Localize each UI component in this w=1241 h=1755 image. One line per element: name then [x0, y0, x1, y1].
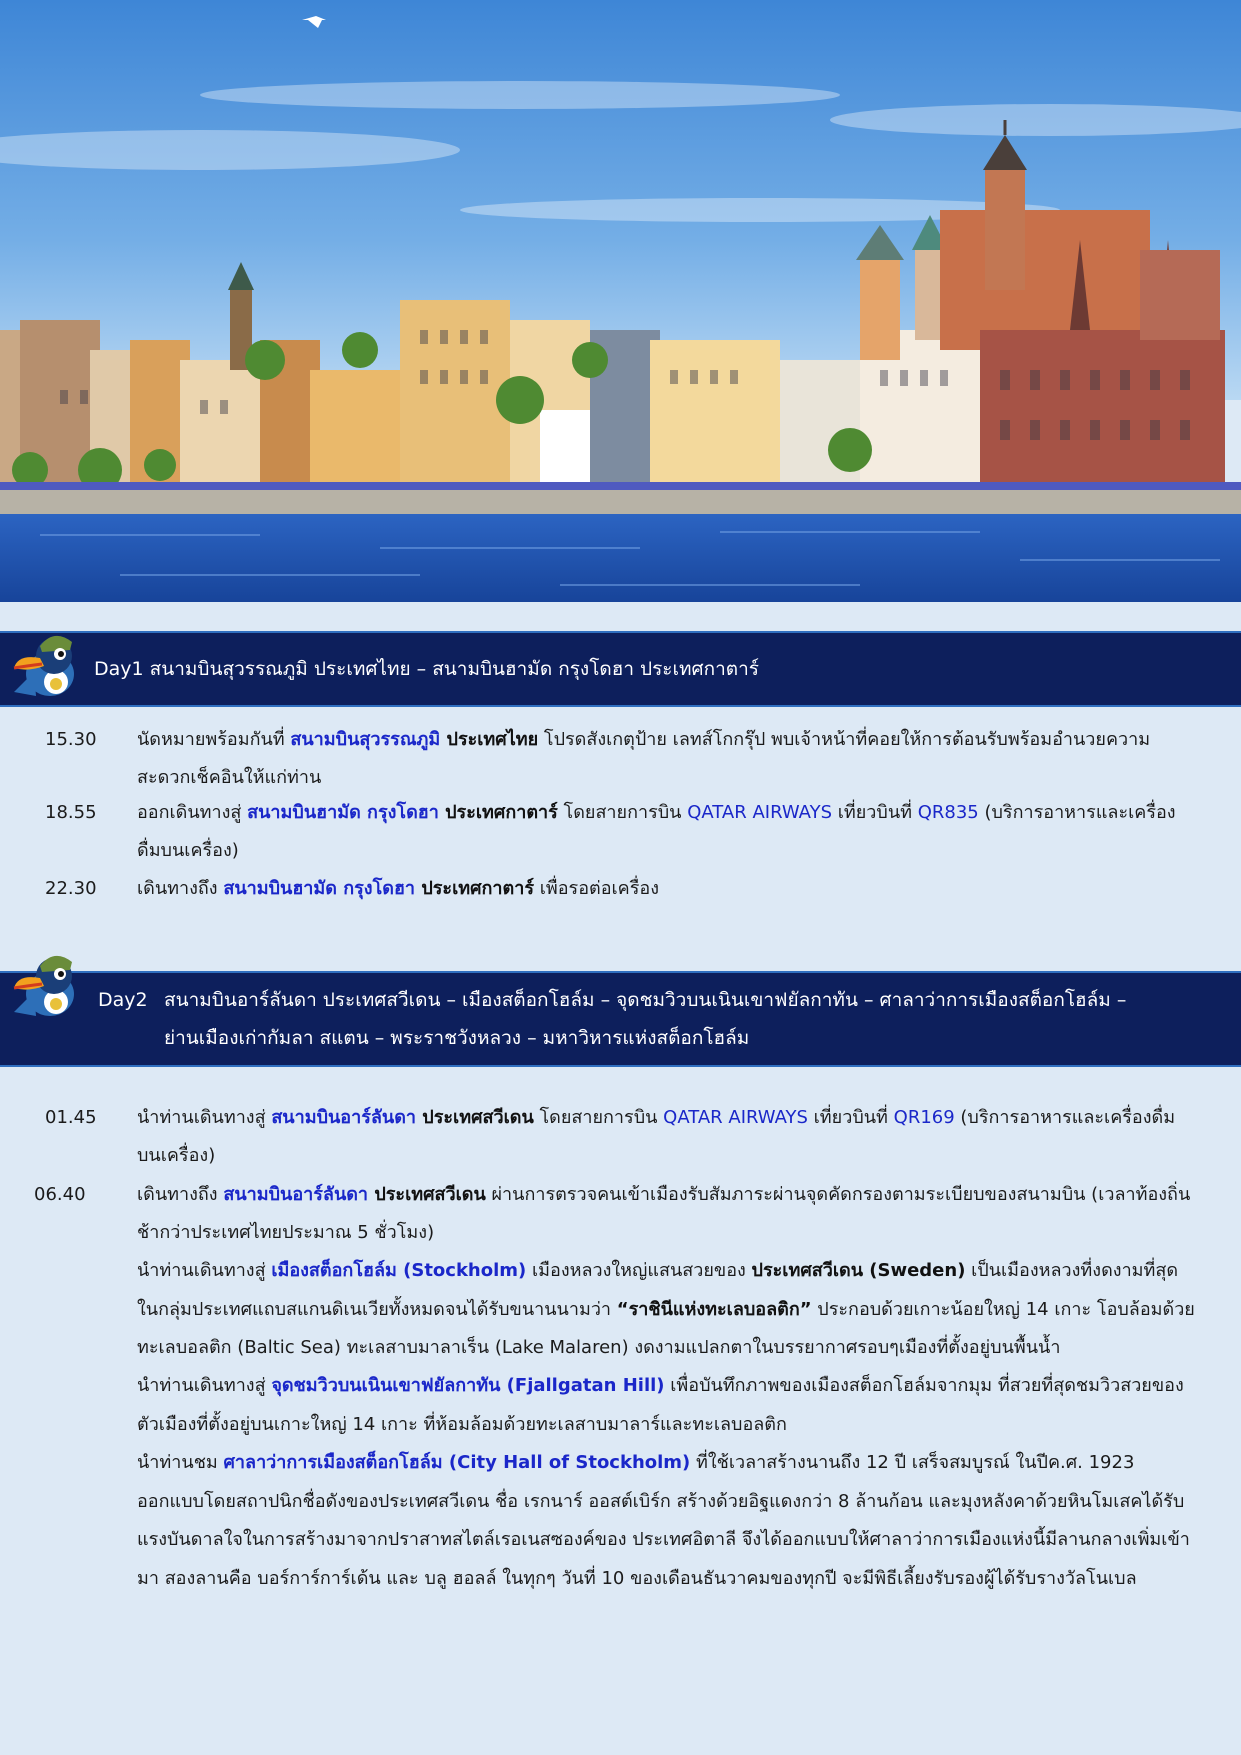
entry-time: 06.40 — [34, 1184, 86, 1205]
hero-image — [0, 0, 1241, 602]
day1-title: Day1 สนามบินสุวรรณภูมิ ประเทศไทย – สนามบินฮามัด กรุงโดฮา ประเทศกาตาร์ — [94, 658, 759, 680]
entry-time: 15.30 — [45, 729, 97, 750]
entry-time: 01.45 — [45, 1107, 97, 1128]
toucan-mascot-icon — [6, 622, 92, 704]
entry-time: 18.55 — [45, 802, 97, 823]
entry-text: เดินทางถึง สนามบินอาร์ลันดา ประเทศสวีเดน ผ่านการตรวจคนเข้าเมืองรับสัมภาระผ่านจุดคัดกรองตามระเบียบของสนามบิน (เวลาท้องถิ่นช้ากว่าประเทศไทยประมาณ 5 ชั่วโมง) — [137, 1184, 1191, 1243]
fjallgatan-paragraph: นำท่านเดินทางสู่ จุดชมวิวบนเนินเขาฟยัลกาทัน (Fjallgatan Hill) เพื่อบันทึกภาพของเมืองสต็อกโฮล์มจากมุม ที่สวยที่สุดชมวิวสวยของตัวเมืองที่ตั้งอยู่บนเกาะใหญ่ 14 เกาะ ที่ห้อมล้อมด้วยทะเลสาบมาลาร์และทะเลบอลติก — [137, 1375, 1184, 1435]
entry-text: เดินทางถึง สนามบินฮามัด กรุงโดฮา ประเทศกาตาร์ เพื่อรอต่อเครื่อง — [137, 878, 659, 899]
entry-text: นัดหมายพร้อมกันที่ สนามบินสุวรรณภูมิ ประเทศไทย โปรดสังเกตุป้าย เลทส์โกกรุ๊ป พบเจ้าหน้าที่คอยให้การต้อนรับพร้อมอำนวยความสะดวกเช็คอินให้แก่ท่าน — [137, 729, 1151, 788]
day2-title-line-2: ย่านเมืองเก่ากัมลา สแตน – พระราชวังหลวง – มหาวิหารแห่งสต็อกโฮล์ม — [164, 1027, 750, 1049]
entry-text: ออกเดินทางสู่ สนามบินฮามัด กรุงโดฮา ประเทศกาตาร์ โดยสายการบิน QATAR AIRWAYS เที่ยวบินที่ QR835 (บริการอาหารและเครื่องดื่มบนเครื่อง) — [137, 802, 1176, 861]
entry-time: 22.30 — [45, 878, 97, 899]
water — [0, 514, 1241, 602]
entry-text: นำท่านเดินทางสู่ สนามบินอาร์ลันดา ประเทศสวีเดน โดยสายการบิน QATAR AIRWAYS เที่ยวบินที่ QR169 (บริการอาหารและเครื่องดื่มบนเครื่อง) — [137, 1107, 1176, 1166]
day2-title-line-1: สนามบินอาร์ลันดา ประเทศสวีเดน – เมืองสต็อกโฮล์ม – จุดชมวิวบนเนินเขาฟยัลกาทัน – ศาลาว่าการเมืองสต็อกโฮล์ม – — [164, 989, 1127, 1011]
city-hall-paragraph: นำท่านชม ศาลาว่าการเมืองสต็อกโฮล์ม (City Hall of Stockholm) ที่ใช้เวลาสร้างนานถึง 12 ปี เสร็จสมบูรณ์ ในปีค.ศ. 1923 ออกแบบโดยสถาปนิกชื่อดังของประเทศสวีเดน ชื่อ เรกนาร์ ออสต์เบิร์ก สร้างด้วยอิฐแดงกว่า 8 ล้านก้อน และมุงหลังคาด้วยหินโมเสคได้รับแรงบันดาลใจในการสร้างมาจากปราสาทสไตล์เรอเนสซองค์ของ ประเทศอิตาลี จึงได้ออกแบบให้ศาลาว่าการเมืองแห่งนี้มีลานกลางเพิ่มเข้ามา สองลานคือ บอร์การ์การ์เด้น และ บลู ฮอลล์ ในทุกๆ วันที่ 10 ของเดือนธันวาคมของทุกปี จะมีพิธีเลี้ยงรับรองผู้ได้รับรางวัลโนเบล — [137, 1452, 1190, 1589]
day2-label: Day2 — [98, 989, 148, 1011]
day2-header — [0, 971, 1241, 1067]
day1-header — [0, 631, 1241, 707]
stockholm-paragraph: นำท่านเดินทางสู่ เมืองสต็อกโฮล์ม (Stockholm) เมืองหลวงใหญ่แสนสวยของ ประเทศสวีเดน (Sweden) เป็นเมืองหลวงที่งดงามที่สุดในกลุ่มประเทศแถบสแกนดิเนเวียทั้งหมดจนได้รับขนานนามว่า “ราชินีแห่งทะเลบอลติก” ประกอบด้วยเกาะน้อยใหญ่ 14 เกาะ โอบล้อมด้วยทะเลบอลติก (Baltic Sea) ทะเลสาบมาลาเร็น (Lake Malaren) งดงามแปลกตาในบรรยากาศรอบๆเมืองที่ตั้งอยู่บนพื้นน้ำ — [137, 1260, 1195, 1358]
toucan-mascot-icon — [6, 942, 92, 1024]
